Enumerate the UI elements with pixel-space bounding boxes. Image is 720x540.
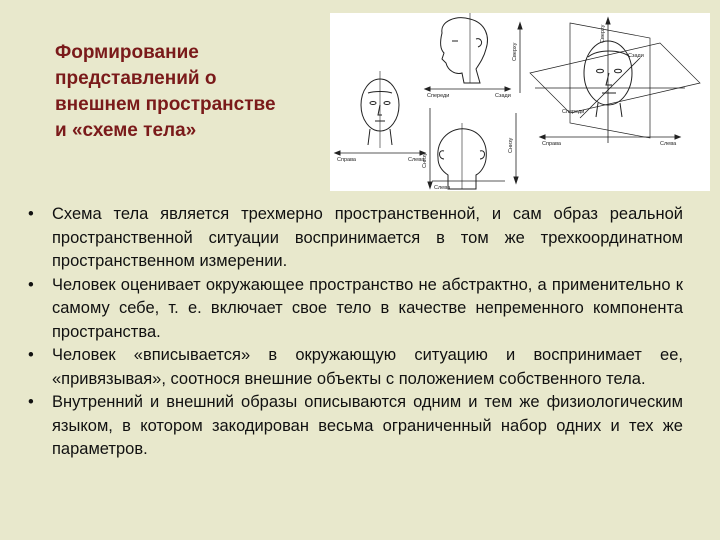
- label-right-bottom: Слева: [434, 185, 451, 191]
- label-cube-left: Слева: [660, 141, 677, 147]
- bullet-marker: •: [28, 275, 34, 294]
- profile-head-top: [441, 18, 488, 83]
- bullet-text: Человек оценивает окружающее пространство не абстрактно, а применительно к самому себе, т. е. включает свое тело в качестве непременного компонента пространства.: [52, 275, 683, 341]
- bullet-text: Внутренний и внешний образы описываются одним и тем же физиологическим языком, в котором закодирован весьма ограниченный набор одних и тех же параметров.: [52, 393, 683, 458]
- bullet-item: [28, 391, 683, 462]
- bullet-marker: •: [28, 205, 34, 223]
- bullet-item: [28, 344, 683, 391]
- head-orientation-figure: [330, 13, 710, 191]
- label-cube-back: Сзади: [628, 53, 644, 59]
- label-up: Сверху: [512, 42, 518, 61]
- label-down2: Снизу: [508, 137, 514, 153]
- label-front-top: Спереди: [427, 93, 450, 99]
- label-down: Снизу: [422, 152, 428, 168]
- bullet-item: [28, 203, 683, 274]
- label-left-front: Слева: [408, 157, 425, 163]
- bullet-item: [28, 274, 683, 345]
- label-cube-front: Спереди: [562, 109, 585, 115]
- bullet-list: [28, 203, 683, 462]
- label-cube-right: Справа: [542, 141, 561, 147]
- label-right-front: Справа: [337, 157, 356, 163]
- label-back-top: Сзади: [495, 93, 511, 99]
- bullet-marker: •: [28, 393, 34, 411]
- bullet-marker: •: [28, 346, 34, 364]
- slide-title: Формирование представлений о внешнем пространстве и «схеме тела»: [55, 42, 276, 141]
- bullet-text: Человек «вписывается» в окружающую ситуацию и воспринимает ее, «привязывая», соотнося внешние объекты с положением собственного тела.: [52, 346, 683, 388]
- label-cube-up: Сверху: [600, 24, 606, 43]
- bullet-text: Схема тела является трехмерно пространственной, и сам образ реальной пространственной ситуации воспринимается в том же трехкоординатном пространственном измерении.: [52, 205, 683, 270]
